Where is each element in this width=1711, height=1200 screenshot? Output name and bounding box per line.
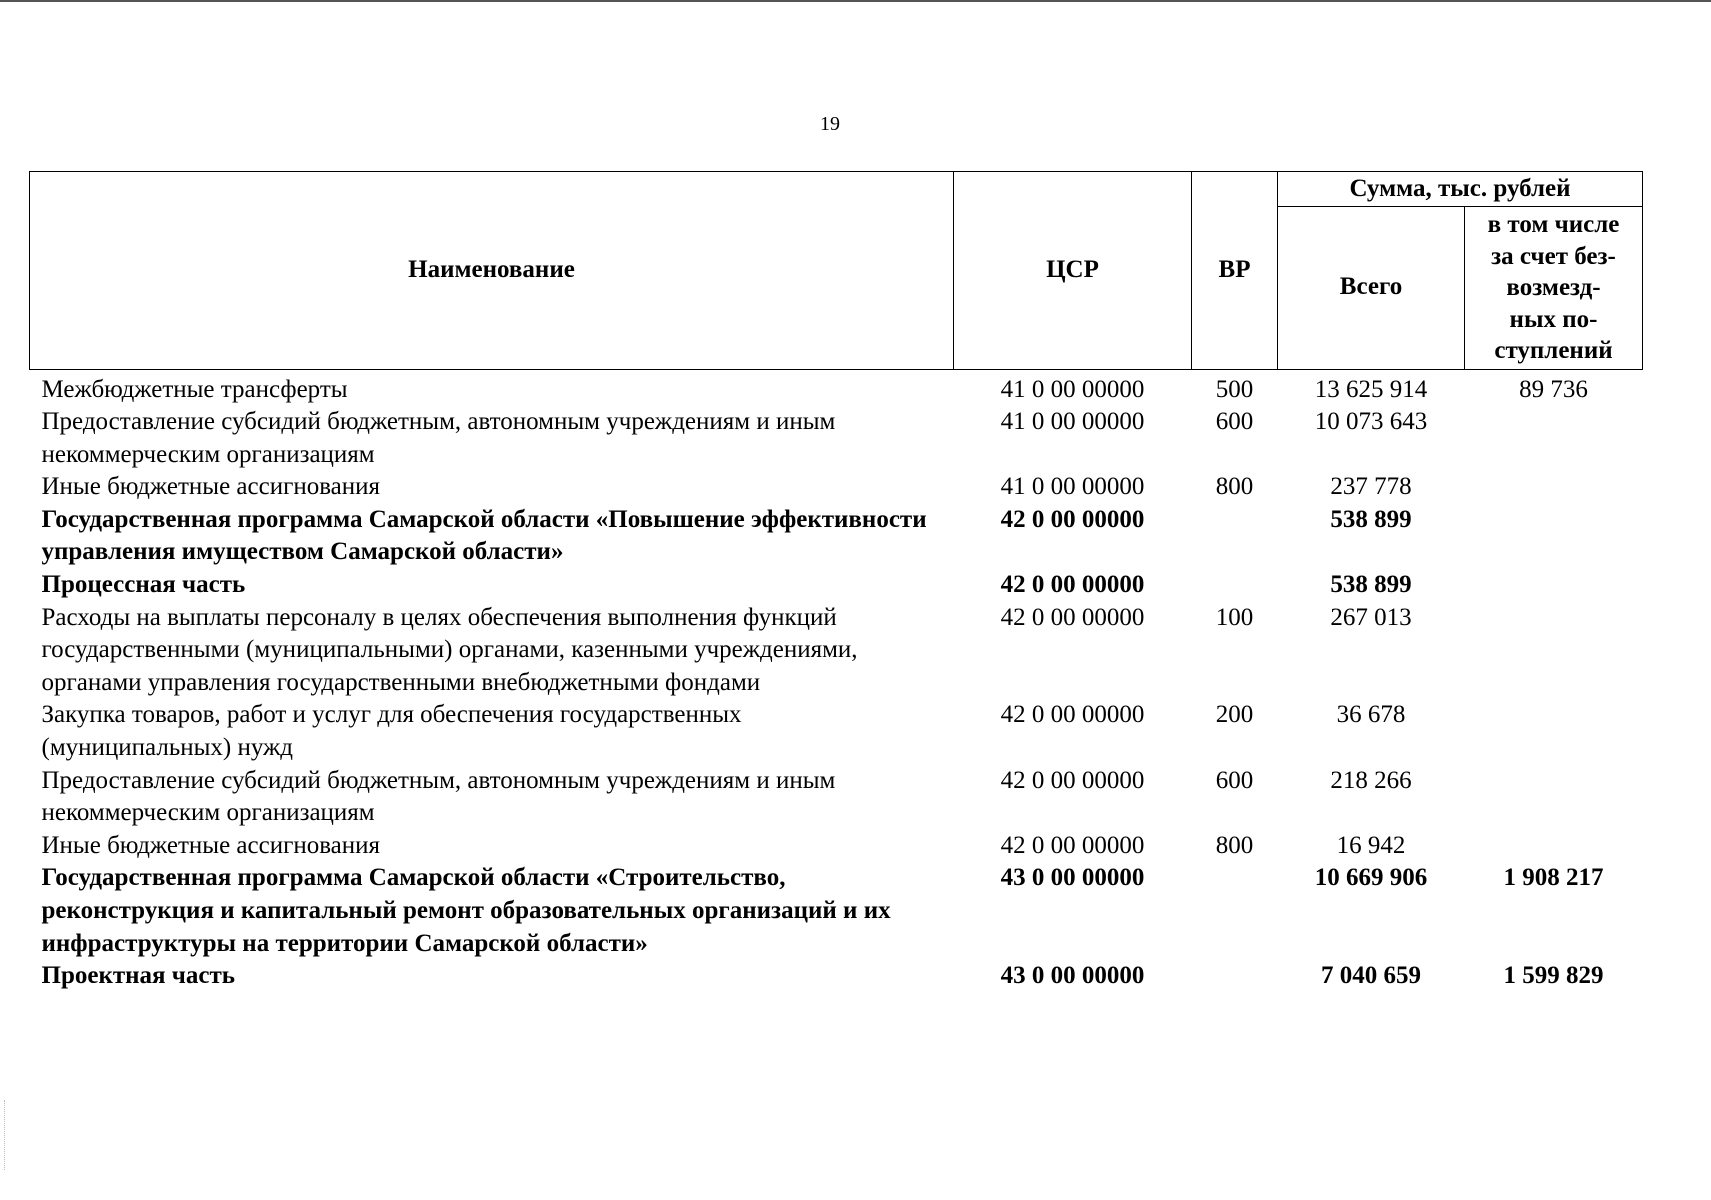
row-free (1465, 699, 1643, 764)
row-csr: 41 0 00 00000 (1000, 473, 1145, 501)
row-vr: 200 (1215, 701, 1254, 729)
row-vr: 100 (1215, 603, 1254, 631)
row-csr: 42 0 00 00000 (1000, 831, 1145, 859)
row-vr: 600 (1215, 408, 1254, 436)
row-free (1465, 406, 1643, 471)
header-vr: ВР (1192, 172, 1278, 370)
row-total: 7 040 659 (1321, 962, 1421, 990)
row-total: 267 013 (1330, 603, 1412, 631)
table-row-program (30, 504, 1643, 569)
table-row-section (30, 569, 1643, 602)
table-row (30, 406, 1643, 471)
row-vr: 800 (1215, 473, 1254, 501)
row-vr: 500 (1215, 375, 1254, 403)
header-name: Наименование (30, 172, 954, 370)
table-row (30, 471, 1643, 504)
row-name: Предоставление субсидий бюджетным, автономным учреждениям и иным некоммерческим организациям (41, 408, 836, 468)
header-free-line: в том числе (1487, 211, 1620, 238)
row-csr: 43 0 00 00000 (1000, 962, 1145, 990)
table-row (30, 830, 1643, 863)
row-csr: 42 0 00 00000 (1000, 766, 1145, 794)
header-total: Всего (1278, 207, 1465, 370)
header-free-line: возмезд- (1506, 274, 1601, 301)
header-free-line: за счет без- (1491, 242, 1616, 270)
header-free-line: ступлений (1494, 337, 1613, 364)
row-total: 36 678 (1336, 701, 1406, 729)
header-free-of-charge (1465, 207, 1643, 370)
header-sum-group: Сумма, тыс. рублей (1278, 172, 1643, 207)
row-name: Проектная часть (41, 962, 236, 990)
budget-table (29, 171, 1643, 993)
row-csr: 42 0 00 00000 (1000, 571, 1145, 599)
row-free (1465, 602, 1643, 700)
row-free (1465, 765, 1643, 830)
table-row-section (30, 960, 1643, 993)
row-csr: 43 0 00 00000 (1000, 864, 1145, 892)
row-vr (1192, 569, 1278, 602)
row-vr (1192, 862, 1278, 960)
header-free-line: ных по- (1509, 305, 1598, 333)
row-free: 1 908 217 (1503, 864, 1604, 892)
page-number: 19 (820, 113, 840, 135)
table-body (30, 369, 1643, 993)
row-name: Закупка товаров, работ и услуг для обеспечения государственных (муниципальных) нужд (41, 701, 742, 762)
row-name: Государственная программа Самарской области «Строительство, реконструкция и капитальный ремонт образовательных организаций и их инфраструктуры на территории Самарской области» (41, 864, 891, 957)
row-name: Иные бюджетные ассигнования (41, 473, 381, 501)
row-total: 237 778 (1330, 473, 1412, 501)
row-name: Предоставление субсидий бюджетным, автономным учреждениям и иным некоммерческим организациям (41, 766, 836, 827)
table-row (30, 602, 1643, 700)
row-name: Процессная часть (41, 571, 246, 599)
row-free (1465, 471, 1643, 504)
table-row-program (30, 862, 1643, 960)
row-name: Межбюджетные трансферты (41, 375, 348, 403)
row-total: 10 073 643 (1314, 408, 1428, 436)
row-total: 13 625 914 (1314, 375, 1428, 403)
table-row (30, 699, 1643, 764)
row-total: 218 266 (1330, 766, 1412, 794)
row-total: 538 899 (1330, 571, 1412, 599)
row-csr: 42 0 00 00000 (1000, 701, 1145, 729)
row-name: Расходы на выплаты персоналу в целях обеспечения выполнения функций государственными (муниципальными) органами, казенными учреждениями, органами управления государственными внебюджетными фондами (41, 603, 858, 696)
table-header (30, 172, 1643, 370)
row-free: 89 736 (1519, 375, 1588, 403)
row-csr: 42 0 00 00000 (1000, 603, 1145, 631)
row-vr (1192, 960, 1278, 993)
row-csr: 41 0 00 00000 (1000, 408, 1145, 436)
row-free (1465, 504, 1643, 569)
row-vr (1192, 504, 1278, 569)
scan-edge-line (0, 0, 1711, 2)
table-row (30, 369, 1643, 406)
row-free (1465, 830, 1643, 863)
row-vr: 600 (1215, 766, 1254, 794)
row-free (1465, 569, 1643, 602)
row-name: Иные бюджетные ассигнования (41, 831, 381, 859)
row-total: 10 669 906 (1314, 864, 1428, 892)
table-row (30, 765, 1643, 830)
scan-margin-marks (4, 1100, 8, 1170)
row-total: 538 899 (1330, 505, 1412, 533)
row-name: Государственная программа Самарской области «Повышение эффективности управления имуществом Самарской области» (41, 505, 927, 566)
row-free: 1 599 829 (1503, 962, 1604, 990)
row-csr: 41 0 00 00000 (1000, 375, 1145, 403)
header-csr: ЦСР (954, 172, 1192, 370)
row-vr: 800 (1215, 831, 1254, 859)
row-csr: 42 0 00 00000 (1000, 505, 1145, 533)
row-total: 16 942 (1336, 831, 1406, 859)
